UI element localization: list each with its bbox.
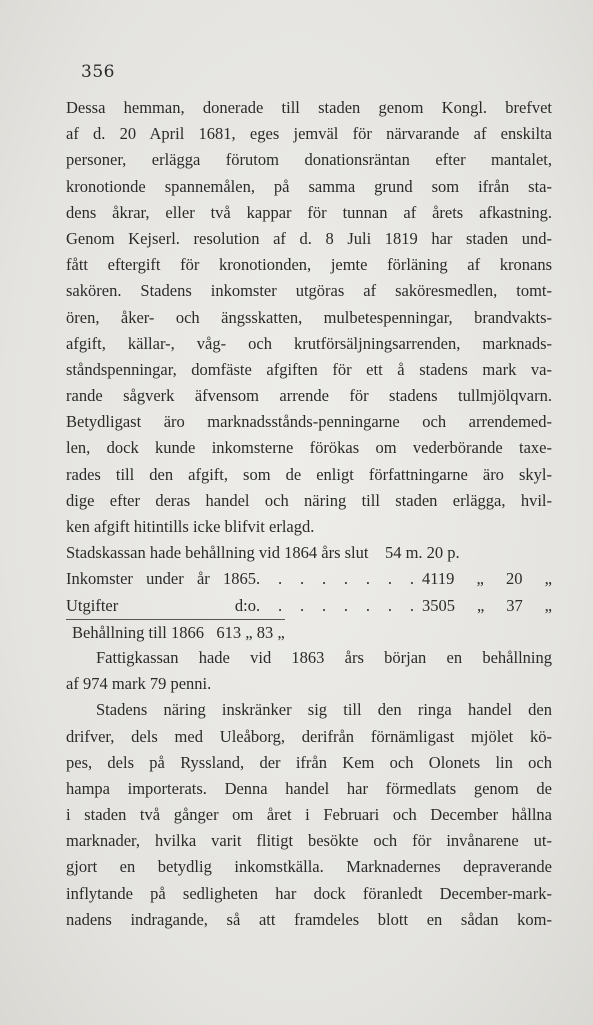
text-line: ståndspenningar, domfäste afgiften för ett å stadens mark va- <box>66 359 552 379</box>
text-line: dige efter deras handel och näring till staden erlägga, hvil- <box>66 490 552 510</box>
account-line-balance-1864: Stadskassan hade behållning vid 1864 års slut 54 m. 20 p. <box>66 543 460 563</box>
account-line-expenses <box>66 593 552 619</box>
text-line: marknader, hvilka varit flitigt besökte och för invånarene ut- <box>66 831 552 851</box>
text-line: nadens indragande, så att framdeles blott en sådan kom- <box>66 909 552 929</box>
text-line: gjort en betydlig inkomstkälla. Marknadernes depraverande <box>66 857 552 877</box>
text-line: rades till den afgift, som de enligt författningarne äro skyl- <box>66 464 552 484</box>
text-line: Stadens näring inskränker sig till den ringa handel den <box>96 700 552 720</box>
account-line-income <box>66 566 552 592</box>
page-number: 356 <box>81 62 115 82</box>
text-line: rande sågverk äfvensom arrende för stadens tullmjölqvarn. <box>66 386 552 406</box>
text-line: personer, erlägga förutom donationsräntan efter mantalet, <box>66 150 552 170</box>
account-line-balance-1866 <box>66 619 552 645</box>
account-sum: Behållning till 1866 613 „ 83 „ <box>66 619 285 646</box>
text-line: Dessa hemman, donerade till staden genom Kongl. brefvet <box>66 98 552 117</box>
text-line: Betydligast äro marknadsstånds-penningarne och arrendemed- <box>66 412 552 432</box>
text-line: dens åkrar, eller två kappar för tunnan af årets afkastning. <box>66 202 552 222</box>
text-line: af 974 mark 79 penni. <box>66 674 212 694</box>
text-line: af d. 20 April 1681, eges jemväl för närvarande af enskilta <box>66 124 552 144</box>
text-line: drifver, dels med Uleåborg, derifrån förnämligast mjölet kö- <box>66 726 552 746</box>
text-line: kronotionde spannemålen, på samma grund som ifrån sta- <box>66 176 552 196</box>
text-line: Fattigkassan hade vid 1863 års början en behållning <box>96 647 552 667</box>
text-line: ken afgift hitintills icke blifvit erlagd. <box>66 517 315 536</box>
account-amount: 3505 „ 37 „ <box>422 595 552 615</box>
text-line: i staden två gånger om året i Februari och December hållna <box>66 805 552 825</box>
account-amount: 4119 „ 20 „ <box>422 569 552 589</box>
body-text <box>66 95 552 933</box>
text-line: pes, dels på Ryssland, der ifrån Kem och Olonets lin och <box>66 752 552 772</box>
account-dots: . . . . . . . . <box>256 569 414 589</box>
text-line: ören, åker- och ängsskatten, mulbetespenningar, brandvakts- <box>66 307 552 327</box>
text-line: sakören. Stadens inkomster utgöras af saköresmedlen, tomt- <box>66 281 552 301</box>
text-line: inflytande på sedligheten har dock föranledt December-mark- <box>66 883 552 903</box>
account-dots: . . . . . . . . <box>256 595 414 615</box>
text-line: fått eftergift för kronotionden, jemte förläning af kronans <box>66 255 552 275</box>
text-line: hampa importerats. Denna handel har förmedlats genom de <box>66 778 552 798</box>
text-line: Genom Kejserl. resolution af d. 8 Juli 1819 har staden und- <box>66 228 552 248</box>
text-line: afgift, källar-, våg- och krutförsäljningsarrenden, marknads- <box>66 333 552 353</box>
account-label: Utgifter d:o <box>66 595 256 615</box>
text-line: len, dock kunde inkomsterne förökas om vederbörande taxe- <box>66 438 552 458</box>
account-label: Inkomster under år 1865 <box>66 569 256 589</box>
